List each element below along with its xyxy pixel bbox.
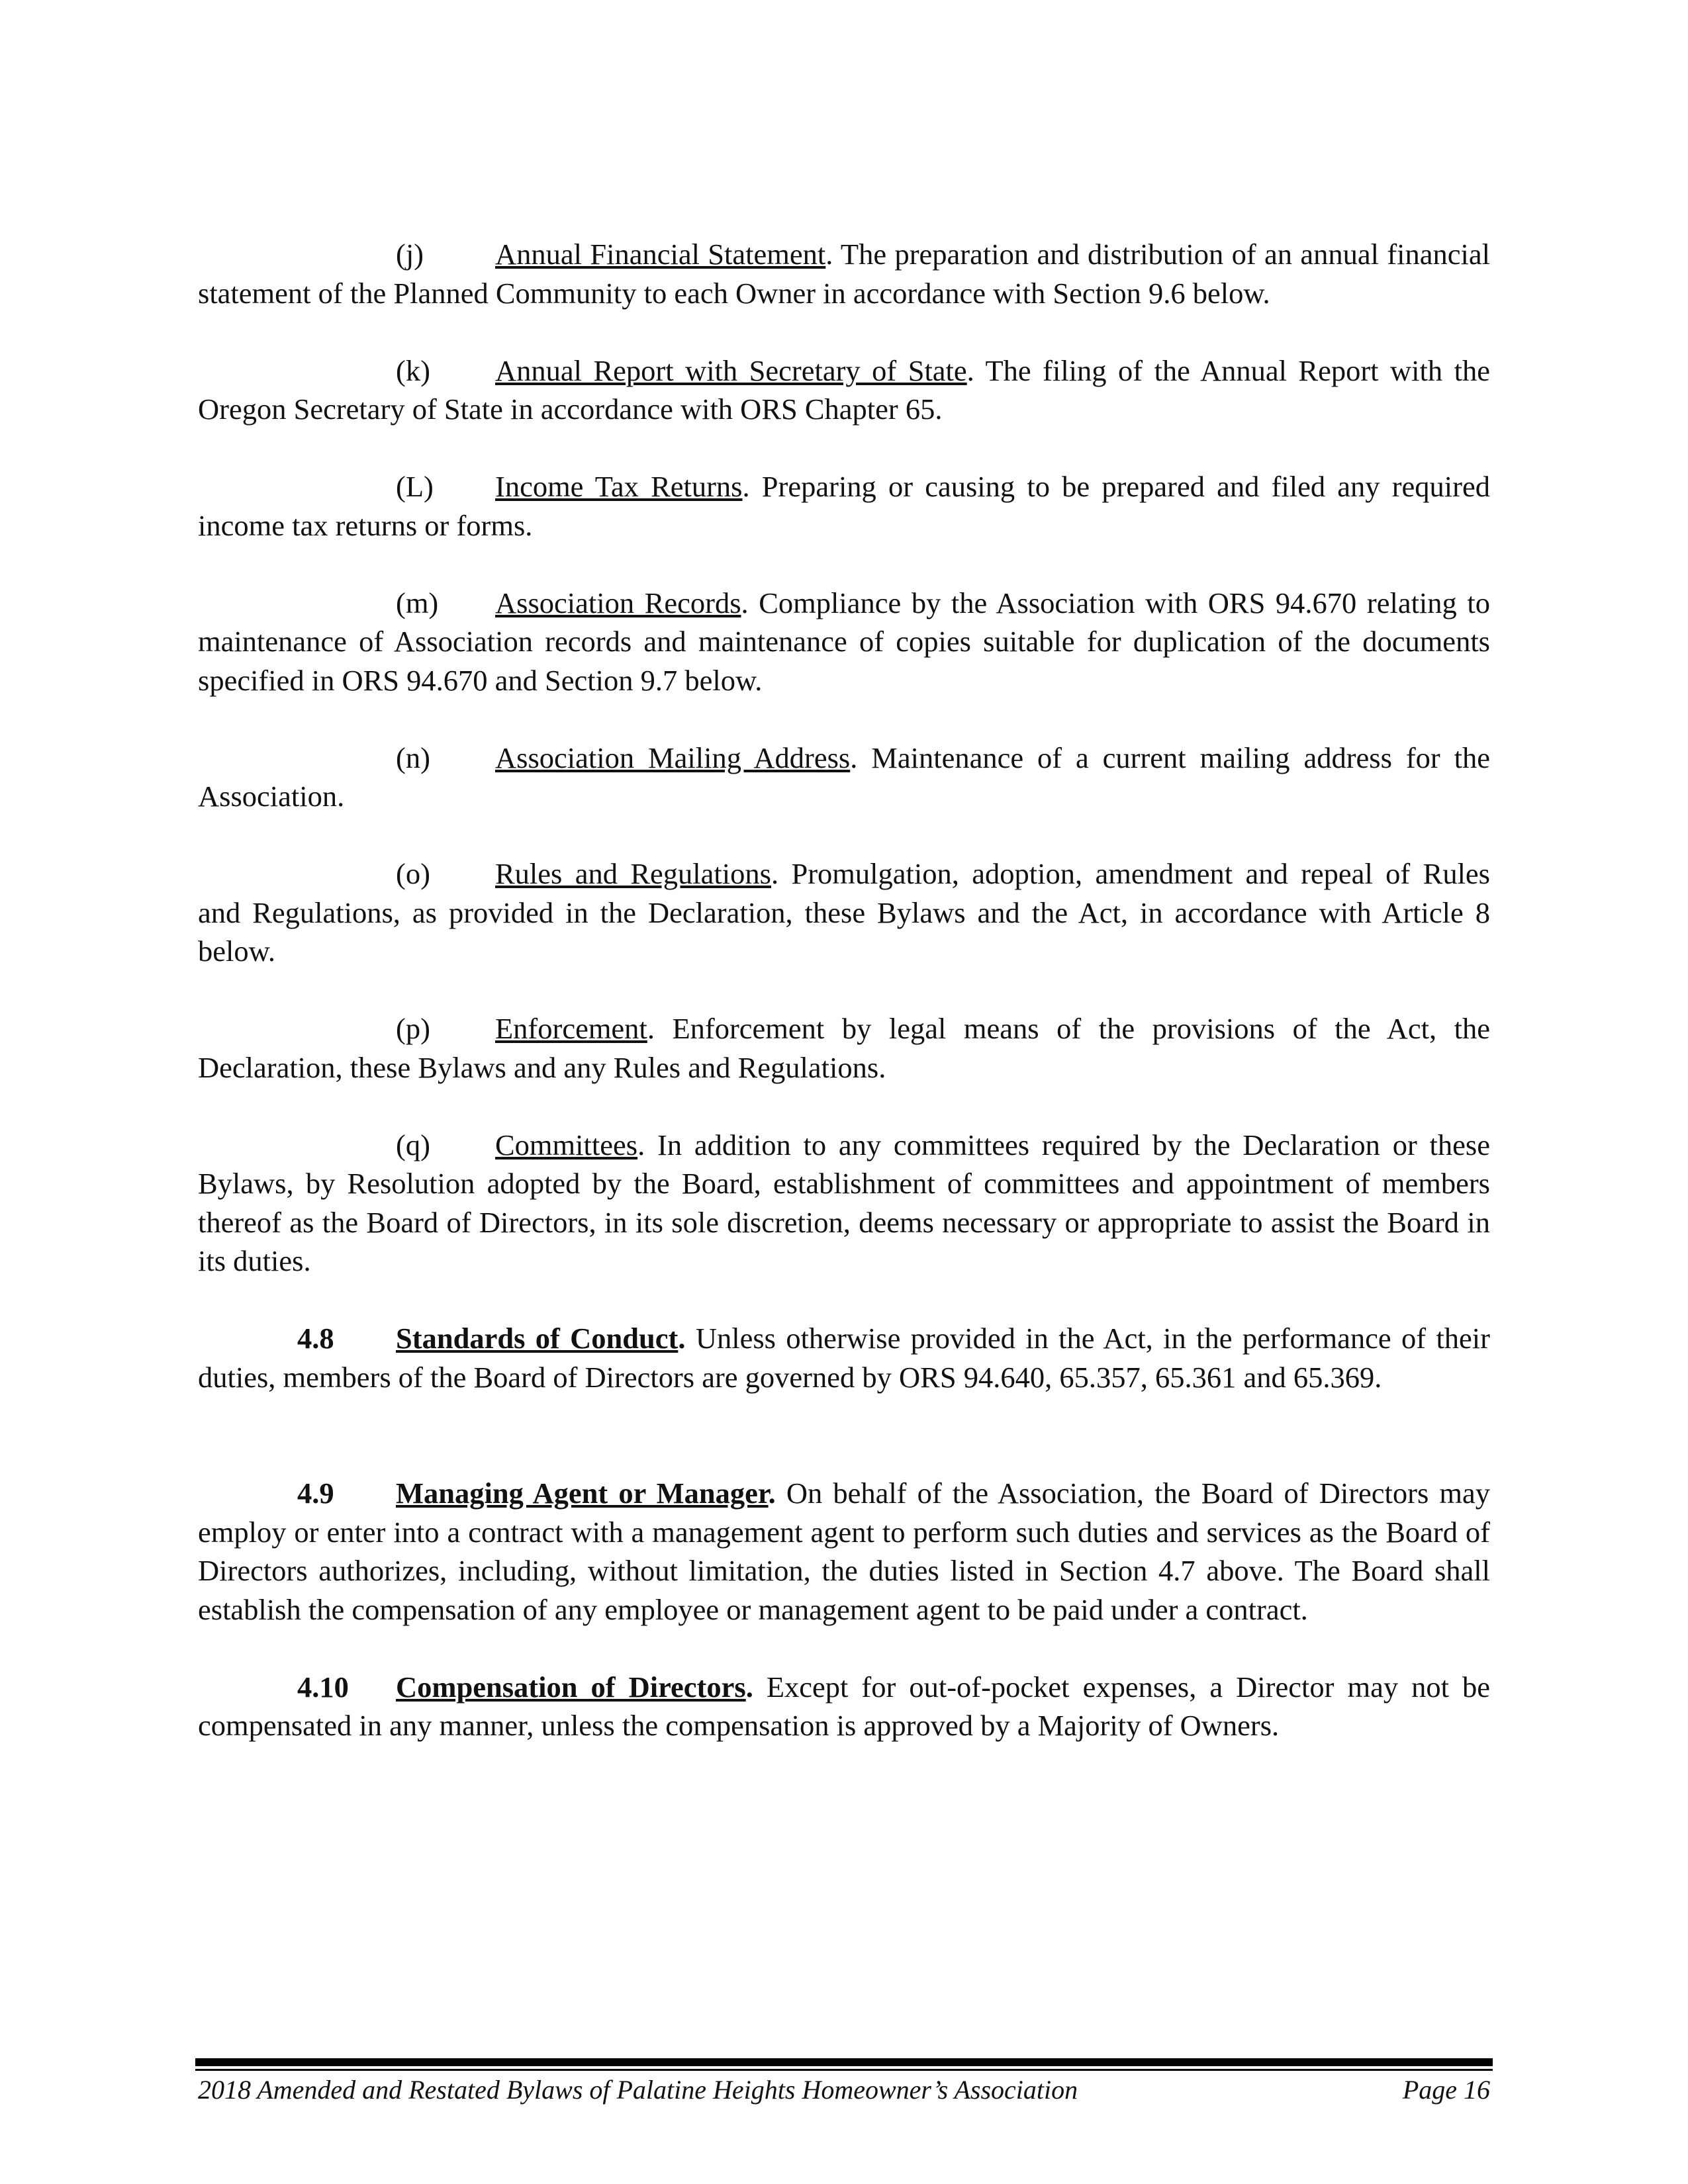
section-text: Unless otherwise provided in the Act, in the performance of their duties, members of the Board of Directors are governed by ORS 94.640, 65.357, 65.361 and 65.369. — [198, 1322, 1490, 1394]
section-number: 4.9 — [297, 1477, 334, 1510]
page-number: Page 16 — [1402, 2075, 1490, 2105]
item-number: (p) — [396, 1012, 430, 1045]
item-text: . The filing of the Annual Report with the Oregon Secretary of State in accordance with ORS Chapter 65. — [198, 353, 1490, 426]
item-title: Rules and Regulations — [495, 857, 771, 890]
section-number: 4.8 — [297, 1322, 334, 1355]
item-text: . Enforcement by legal means of the provisions of the Act, the Declaration, these Bylaws and any Rules and Regulations. — [198, 1012, 1490, 1084]
item-title: Enforcement — [495, 1012, 647, 1045]
section-title-period: . — [768, 1477, 776, 1510]
section-title-period: . — [745, 1670, 753, 1704]
item-title: Association Records — [495, 586, 741, 619]
item-title: Annual Financial Statement — [495, 238, 826, 271]
item-number: (j) — [396, 238, 424, 271]
item-number: (m) — [396, 586, 439, 619]
item-k — [198, 351, 1490, 429]
page-footer — [198, 2071, 1490, 2109]
item-text: . Maintenance of a current mailing address for the Association. — [198, 741, 1490, 813]
section-4-8 — [198, 1319, 1490, 1396]
document-body — [198, 235, 1490, 1784]
section-text: Except for out-of-pocket expenses, a Director may not be compensated in any manner, unless the compensation is approved by a Majority of Owners. — [198, 1670, 1491, 1742]
item-number: (q) — [396, 1128, 430, 1161]
footer-title: 2018 Amended and Restated Bylaws of Palatine Heights Homeowner’s Association — [198, 2075, 1078, 2105]
section-title: Standards of Conduct — [396, 1322, 679, 1355]
item-text: . Promulgation, adoption, amendment and repeal of Rules and Regulations, as provided in the Declaration, these Bylaws and the Act, in accordance with Article 8 below. — [198, 857, 1490, 968]
footer-rule-thin — [195, 2069, 1493, 2071]
item-text: . Preparing or causing to be prepared and filed any required income tax returns or forms. — [198, 470, 1490, 542]
item-n — [198, 739, 1490, 816]
footer-rule-thick — [195, 2058, 1493, 2066]
item-m — [198, 584, 1490, 700]
item-text: . Compliance by the Association with ORS 94.670 relating to maintenance of Association records and maintenance of copies suitable for duplication of the documents specified in ORS 94.670 and Section 9.7 below. — [198, 586, 1490, 697]
item-l — [198, 467, 1490, 545]
section-number: 4.10 — [297, 1670, 349, 1704]
item-number: (n) — [396, 741, 430, 774]
section-title-period: . — [678, 1322, 686, 1355]
item-text: . The preparation and distribution of an annual financial statement of the Planned Community to each Owner in accordance with Section 9.6 below. — [198, 238, 1490, 310]
item-number: (L) — [396, 470, 434, 503]
item-number: (k) — [396, 353, 430, 387]
item-title: Annual Report with Secretary of State — [495, 353, 967, 387]
section-4-10 — [198, 1668, 1490, 1745]
item-text: . In addition to any committees required by the Declaration or these Bylaws, by Resolution adopted by the Board, establishment of committees and appointment of members thereof as the Board of Directors, in its sole discretion, deems necessary or appropriate to assist the Board in its duties. — [198, 1128, 1490, 1277]
item-title: Income Tax Returns — [495, 470, 743, 503]
item-title: Committees — [495, 1128, 638, 1161]
section-text: On behalf of the Association, the Board of Directors may employ or enter into a contract with a management agent to perform such duties and services as the Board of Directors authorizes, including, without limitation, the duties listed in Section 4.7 above. The Board shall establish the compensation of any employee or management agent to be paid under a contract. — [198, 1477, 1490, 1626]
item-j — [198, 235, 1490, 312]
section-title: Compensation of Directors — [396, 1670, 746, 1704]
item-o — [198, 854, 1490, 971]
item-q — [198, 1126, 1490, 1281]
item-p — [198, 1009, 1490, 1087]
item-number: (o) — [396, 857, 430, 890]
section-4-9 — [198, 1474, 1490, 1629]
item-title: Association Mailing Address — [495, 741, 851, 774]
section-title: Managing Agent or Manager — [396, 1477, 769, 1510]
